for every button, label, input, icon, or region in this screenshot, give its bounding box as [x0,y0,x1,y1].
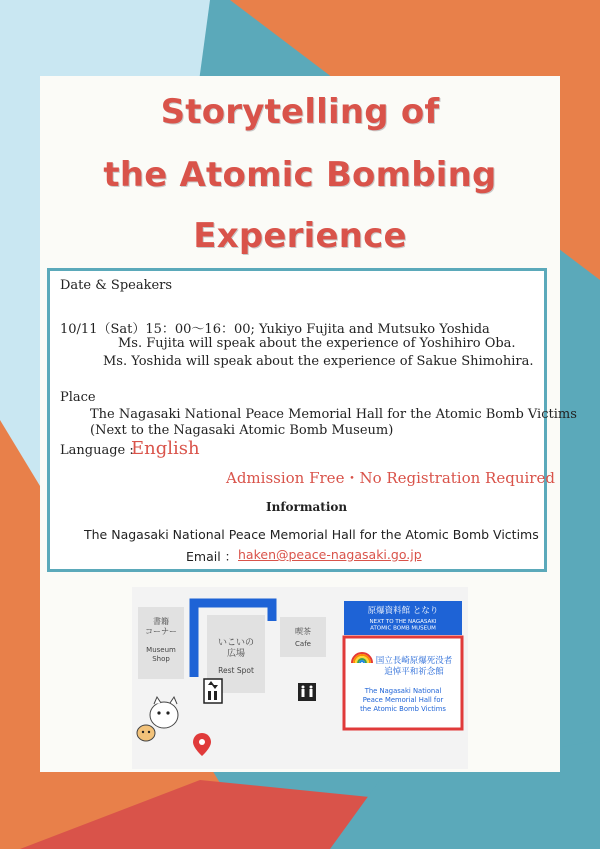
title-line-1: Storytelling of [160,92,440,132]
hall-box [344,637,462,729]
contact-org: The Nagasaki National Peace Memorial Hall for the Atomic Bomb Victims [84,527,539,542]
speaker2-note: Ms. Yoshida will speak about the experience of Sakue Shimohira. [103,354,534,369]
information-label: Information [266,500,348,514]
place-name: The Nagasaki National Peace Memorial Hall for the Atomic Bomb Victims [90,407,577,422]
next-to-en [370,619,437,632]
hall-en-1: The Nagasaki National [364,687,442,695]
museum-shop-en-1: Museum [146,646,176,654]
title-line-3: Experience [193,216,407,256]
email-label: Email ： [186,549,238,564]
date-speakers-label: Date & Speakers [60,278,173,293]
museum-shop-jp-1: 書籍 [153,617,169,626]
elevator-icon [204,679,222,703]
restroom-icon [298,683,316,701]
hall-en-2: Peace Memorial Hall for [362,696,444,704]
email-link[interactable]: haken@peace-nagasaki.go.jp [238,547,422,562]
rest-spot-en: Rest Spot [218,666,254,675]
hall-jp-1: 国立長崎原爆死没者 [375,656,453,666]
next-to-en-2: ATOMIC BOMB MUSEUM [370,625,436,632]
schedule-text: 10/11（Sat）15：00～16：00; Yukiyo Fujita and Mutsuko Yoshida [60,322,490,337]
next-to-jp: 原爆資料館 となり [367,606,439,616]
cafe-block [280,617,326,657]
rest-jp-2: 広場 [226,649,246,659]
place-label: Place [60,390,96,405]
cafe-jp: 喫茶 [295,627,311,636]
admission-text: Admission Free・No Registration Required [226,469,555,487]
language-value: English [131,438,200,459]
venue-map [132,587,468,769]
hall-en [360,687,446,713]
title-line-2: the Atomic Bombing [103,155,497,195]
hall-jp-2: 追悼平和祈念館 [384,667,444,677]
next-to-en-1: NEXT TO THE NAGASAKI [369,619,437,625]
rest-jp-1: いこいの [217,638,255,648]
hall-en-3: the Atomic Bomb Victims [360,705,446,713]
language-label: Language : [60,443,134,458]
museum-shop-jp-2: コーナー [145,627,177,636]
speaker1-note: Ms. Fujita will speak about the experience of Yoshihiro Oba. [118,336,516,351]
place-note: (Next to the Nagasaki Atomic Bomb Museum) [90,423,394,438]
museum-shop-en-2: Shop [152,655,170,663]
cafe-en: Cafe [295,640,311,648]
